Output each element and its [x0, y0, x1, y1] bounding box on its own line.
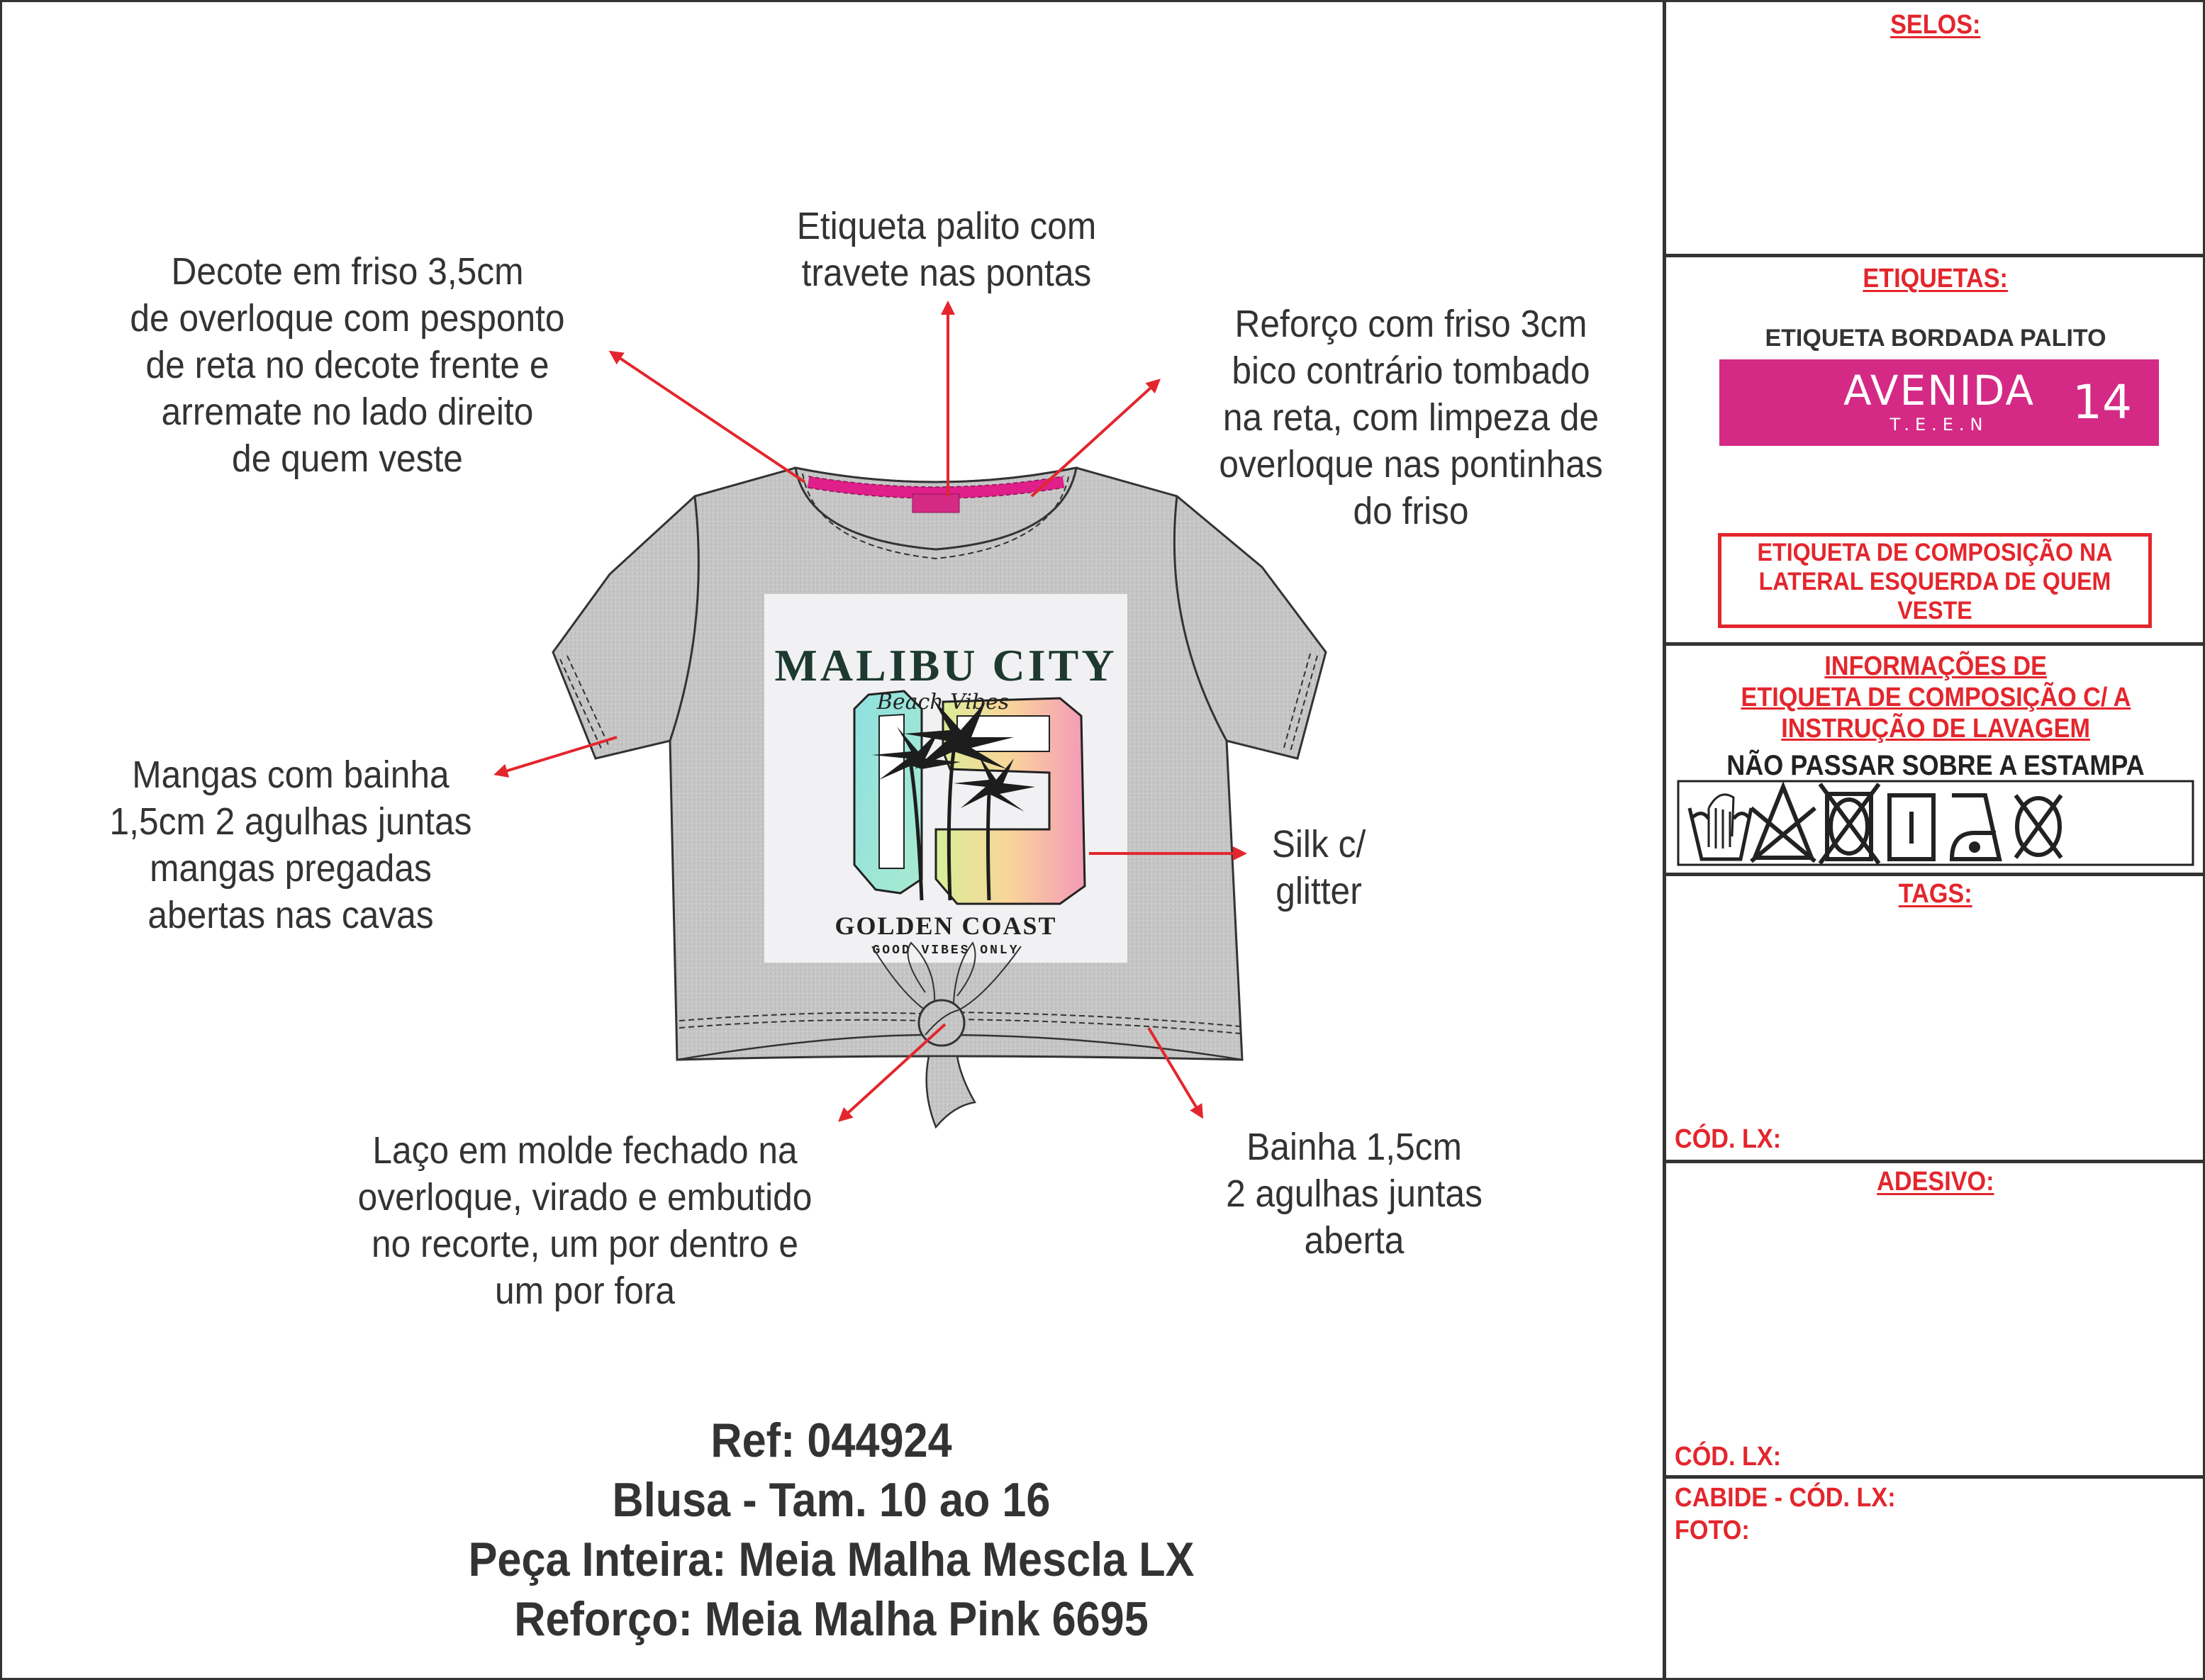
- adesivo-code-label: CÓD. LX:: [1675, 1442, 1782, 1472]
- iron-low-icon: [1952, 795, 1999, 859]
- info-title: INFORMAÇÕES DE ETIQUETA DE COMPOSIÇÃO C/ A INSTRUÇÃO DE LAVAGEM: [1741, 651, 2131, 744]
- note-decote: Decote em friso 3,5cm de overloque com pesponto de reta no decote frente e arremate no lado direito de quem veste: [130, 250, 565, 480]
- arrow-decote: [611, 352, 805, 482]
- brand-label-size: 14: [2072, 375, 2132, 430]
- tags-code-label: CÓD. LX:: [1675, 1124, 1782, 1154]
- panel-divider: [1664, 1475, 2205, 1479]
- print-bottom: GOLDEN COAST: [834, 912, 1057, 940]
- brand-label: [1719, 359, 2159, 446]
- selos-title: SELOS:: [1890, 10, 1981, 40]
- spec-ref: Ref: 044924: [710, 1413, 952, 1467]
- spec-fabric: Peça Inteira: Meia Malha Mescla LX: [468, 1533, 1195, 1586]
- tags-title: TAGS:: [1899, 879, 1972, 909]
- no-dry-clean-icon: [2016, 795, 2061, 858]
- panel-divider: [1664, 642, 2205, 646]
- spec-product: Blusa - Tam. 10 ao 16: [612, 1473, 1051, 1527]
- brand-label-sub: T.E.E.N: [1889, 415, 1989, 435]
- no-tumble-dry-icon: [1820, 784, 1879, 863]
- line-dry-icon: [1889, 795, 1933, 859]
- panel-divider: [1664, 873, 2205, 876]
- adesivo-title: ADESIVO:: [1877, 1167, 1994, 1197]
- note-bainha: Bainha 1,5cm 2 agulhas juntas aberta: [1226, 1126, 1483, 1262]
- composicao-box: ETIQUETA DE COMPOSIÇÃO NA LATERAL ESQUERDA DE QUEM VESTE: [1718, 533, 2152, 628]
- print-tagline: GOOD VIBES ONLY: [872, 943, 1020, 958]
- print-script: Beach Vibes: [876, 690, 1010, 715]
- note-mangas: Mangas com bainha 1,5cm 2 agulhas juntas mangas pregadas abertas nas cavas: [109, 754, 472, 936]
- panel-divider: [1664, 1160, 2205, 1163]
- print-title: MALIBU CITY: [774, 640, 1117, 690]
- care-symbols: [1677, 780, 2194, 866]
- note-etiqueta-palito: Etiqueta palito com travete nas pontas: [796, 205, 1097, 294]
- panel-divider: [1664, 254, 2205, 257]
- silk-print: [764, 594, 1127, 963]
- cabide-code-label: CABIDE - CÓD. LX:: [1675, 1483, 1896, 1513]
- etiqueta-bordada-label: ETIQUETA BORDADA PALITO: [1765, 325, 2106, 352]
- no-bleach-icon: [1751, 787, 1815, 861]
- panel-divider-vertical: [1663, 0, 1666, 1680]
- warning-text: NÃO PASSAR SOBRE A ESTAMPA: [1726, 750, 2145, 781]
- note-reforco: Reforço com friso 3cm bico contrário tombado na reta, com limpeza de overloque nas pontinhas do friso: [1219, 303, 1603, 532]
- foto-label: FOTO:: [1675, 1516, 1750, 1545]
- note-silk: Silk c/ glitter: [1271, 823, 1366, 912]
- hand-wash-icon: [1690, 795, 1751, 859]
- brand-label-name: AVENIDA: [1843, 366, 2036, 415]
- spec-reinforcement: Reforço: Meia Malha Pink 6695: [514, 1592, 1149, 1646]
- product-spec: [0, 1411, 1663, 1649]
- note-laco: Laço em molde fechado na overloque, virado e embutido no recorte, um por dentro e um por fora: [357, 1129, 813, 1312]
- etiquetas-title: ETIQUETAS:: [1863, 264, 2009, 293]
